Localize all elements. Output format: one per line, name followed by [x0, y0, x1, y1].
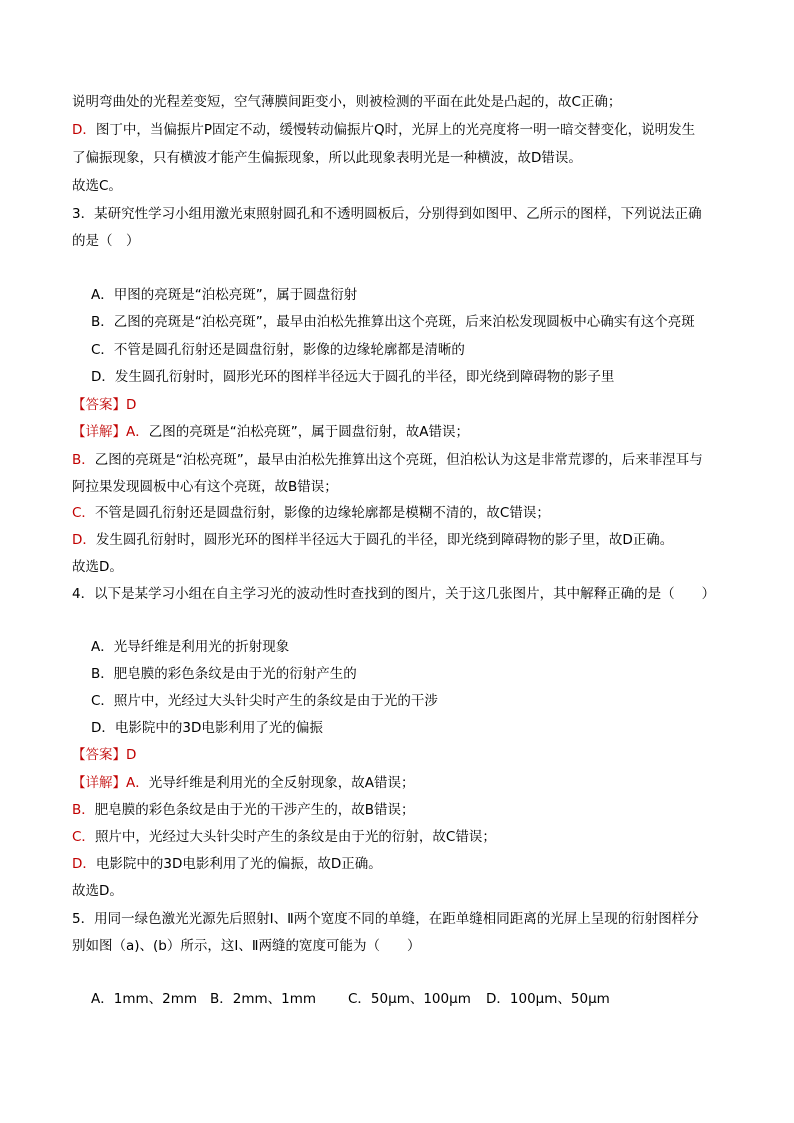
detail-text: 发生圆孔衍射时，圆形光环的图样半径远大于圆孔的半径，即光绕到障碍物的影子里，故D正确。: [95, 532, 674, 548]
option-d: D．发生圆孔衍射时，圆形光环的图样半径远大于圆孔的半径，即光绕到障碍物的影子里: [91, 369, 615, 385]
detail-label: 【详解】: [72, 775, 126, 791]
option-label: C．: [72, 829, 95, 845]
option-c: C．不管是圆孔衍射还是圆盘衍射，影像的边缘轮廓都是清晰的: [91, 342, 465, 358]
detail-text: 电影院中的3D电影利用了光的偏振，故D正确。: [95, 856, 382, 872]
detail-text: 不管是圆孔衍射还是圆盘衍射，影像的边缘轮廓都是模糊不清的，故C错误；: [94, 505, 550, 521]
detail-d-line: [72, 854, 382, 874]
option-d: D．100μm、50μm: [486, 991, 610, 1007]
option-label: A．: [126, 424, 149, 440]
answer-label: 【答案】: [72, 397, 126, 413]
option-label: D．: [72, 532, 96, 548]
option-label: D．: [72, 122, 96, 138]
option-label: B．: [72, 802, 95, 818]
option-c: C．50μm、100μm: [348, 991, 471, 1007]
question-3-stem: 3．某研究性学习小组用激光束照射圆孔和不透明圆板后，分别得到如图甲、乙所示的图样，下列说法正确: [72, 206, 702, 222]
option-b: B．乙图的亮斑是“泊松亮斑”，最早由泊松先推算出这个亮斑，后来泊松发现圆板中心确实有这个亮斑: [91, 314, 695, 330]
text-line: 了偏振现象，只有横波才能产生偏振现象，所以此现象表明光是一种横波，故D错误。: [72, 150, 582, 166]
answer-line: [72, 395, 136, 415]
detail-a-line: [72, 422, 469, 442]
question-5-stem: 5．用同一绿色激光光源先后照射Ⅰ、Ⅱ两个宽度不同的单缝，在距单缝相同距离的光屏上呈现的衍射图样分: [72, 911, 699, 927]
question-4-stem: 4．以下是某学习小组在自主学习光的波动性时查找到的图片，关于这几张图片，其中解释正确的是（ ）: [72, 586, 716, 602]
option-label: D．: [72, 856, 96, 872]
detail-b-line: [72, 800, 415, 820]
question-3-stem-cont: 的是（ ）: [72, 233, 140, 249]
answer-label: 【答案】: [72, 747, 126, 763]
option-label: B．: [72, 452, 95, 468]
detail-text: 乙图的亮斑是“泊松亮斑”，最早由泊松先推算出这个亮斑，但泊松认为这是非常荒谬的，后来菲涅耳与: [94, 452, 703, 468]
option-a: A．光导纤维是利用光的折射现象: [91, 639, 290, 655]
detail-text: 乙图的亮斑是“泊松亮斑”，属于圆盘衍射，故A错误；: [148, 424, 469, 440]
detail-text: 光导纤维是利用光的全反射现象，故A错误；: [148, 775, 415, 791]
option-label: C．: [72, 505, 95, 521]
detail-text: 照片中，光经过大头针尖时产生的条纹是由于光的衍射，故C错误；: [94, 829, 496, 845]
conclusion: 故选C。: [72, 178, 122, 194]
detail-text: 图丁中，当偏振片P固定不动，缓慢转动偏振片Q时，光屏上的光亮度将一明一暗交替变化，说明发生: [95, 122, 696, 138]
option-c: C．照片中，光经过大头针尖时产生的条纹是由于光的干涉: [91, 693, 438, 709]
answer-value: D: [126, 747, 137, 763]
detail-label: 【详解】: [72, 424, 126, 440]
detail-text: 肥皂膜的彩色条纹是由于光的干涉产生的，故B错误；: [94, 802, 415, 818]
text-line: 说明弯曲处的光程差变短，空气薄膜间距变小，则被检测的平面在此处是凸起的，故C正确；: [72, 94, 622, 110]
question-5-stem-cont: 别如图（a)、(b）所示，这Ⅰ、Ⅱ两缝的宽度可能为（ ）: [72, 938, 421, 954]
option-b: B．肥皂膜的彩色条纹是由于光的衍射产生的: [91, 666, 357, 682]
text-line: 阿拉果发现圆板中心有这个亮斑，故B错误；: [72, 479, 338, 495]
detail-c-line: [72, 827, 496, 847]
option-d: D．电影院中的3D电影利用了光的偏振: [91, 720, 323, 736]
answer-line: [72, 745, 136, 765]
detail-d-line: [72, 530, 673, 550]
option-a: A．甲图的亮斑是“泊松亮斑”，属于圆盘衍射: [91, 287, 358, 303]
option-b: B．2mm、1mm: [210, 991, 317, 1007]
option-label: A．: [126, 775, 149, 791]
detail-a-line: [72, 773, 415, 793]
conclusion: 故选D。: [72, 559, 123, 575]
detail-b-line: [72, 450, 703, 470]
conclusion: 故选D。: [72, 883, 123, 899]
option-a: A．1mm、2mm: [91, 991, 198, 1007]
detail-d-line: [72, 120, 695, 140]
answer-value: D: [126, 397, 137, 413]
detail-c-line: [72, 503, 550, 523]
